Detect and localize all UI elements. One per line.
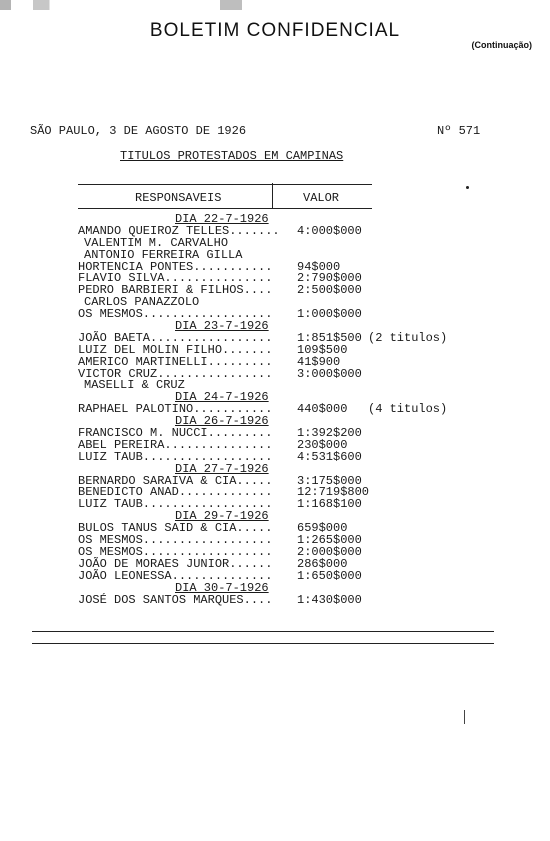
- valor-cell: 4:531$600: [297, 449, 362, 464]
- responsavel-name: LUIZ TAUB..................: [78, 497, 273, 512]
- valor-cell: 2:000$000: [297, 544, 362, 559]
- valor-cell: 1:851$500: [297, 330, 362, 345]
- valor-cell: 1:000$000: [297, 307, 362, 322]
- table-row: [0, 356, 550, 368]
- table-row: [0, 284, 550, 296]
- responsavel-name: ABEL PEREIRA...............: [78, 437, 273, 452]
- titulos-note: (4 titulos): [368, 402, 448, 417]
- date-heading: DIA 30-7-1926: [175, 580, 269, 595]
- valor-cell: 4:000$000: [297, 223, 362, 238]
- table-top-rule: [78, 184, 372, 185]
- table-row: [0, 368, 550, 380]
- table-column-divider: [272, 183, 273, 209]
- date-heading: DIA 22-7-1926: [175, 212, 269, 226]
- table-row: [0, 451, 550, 463]
- scan-speck: [466, 186, 469, 189]
- responsavel-name: BERNARDO SARAIVA & CIA.....: [78, 473, 273, 488]
- table-row: [0, 379, 550, 391]
- date-heading: DIA 26-7-1926: [175, 414, 269, 429]
- responsavel-name: AMANDO QUEIROZ TELLES.......: [78, 223, 280, 238]
- table-row: [0, 570, 550, 582]
- table-row: [0, 225, 550, 237]
- responsavel-name: PEDRO BARBIERI & FILHOS....: [78, 283, 273, 298]
- valor-cell: 41$900: [297, 354, 341, 369]
- responsavel-name: RAPHAEL PALOTINO...........: [78, 402, 273, 417]
- responsavel-name: VALENTIM M. CARVALHO: [84, 235, 229, 250]
- scan-edge-noise: [0, 0, 550, 10]
- valor-cell: 94$000: [297, 259, 341, 274]
- responsavel-name: LUIZ TAUB..................: [78, 449, 273, 464]
- responsavel-name: OS MESMOS..................: [78, 544, 273, 559]
- date-heading: DIA 24-7-1926: [175, 390, 269, 405]
- valor-cell: 1:650$000: [297, 568, 362, 583]
- table-row: [0, 594, 550, 606]
- valor-cell: 1:392$200: [297, 426, 362, 441]
- responsavel-name: VICTOR CRUZ................: [78, 366, 273, 381]
- table-row: [0, 332, 550, 344]
- responsavel-name: JOSÉ DOS SANTOS MARQUES....: [78, 592, 273, 607]
- valor-cell: 3:000$000: [297, 366, 362, 381]
- date-heading: DIA 29-7-1926: [175, 509, 269, 524]
- column-header-valor: VALOR: [303, 191, 340, 205]
- table-row: [0, 403, 550, 415]
- continuation-label: (Continuação): [471, 40, 532, 50]
- titulos-note: (2 titulos): [368, 330, 448, 345]
- table-body: [0, 213, 550, 605]
- date-heading: DIA 23-7-1926: [175, 319, 269, 334]
- valor-cell: 3:175$000: [297, 473, 362, 488]
- column-header-responsaveis: RESPONSAVEIS: [135, 191, 222, 205]
- table-row: [0, 249, 550, 261]
- responsavel-name: JOÃO DE MORAES JUNIOR......: [78, 556, 273, 571]
- valor-cell: 2:790$000: [297, 271, 362, 286]
- document-number: Nº 571: [437, 124, 481, 138]
- table-row: [0, 237, 550, 249]
- section-subtitle: TITULOS PROTESTADOS EM CAMPINAS: [120, 149, 344, 163]
- responsavel-name: JOÃO BAETA.................: [78, 330, 273, 345]
- date-heading-row: [0, 582, 550, 594]
- valor-cell: 2:500$000: [297, 283, 362, 298]
- responsavel-name: BENEDICTO ANAD.............: [78, 485, 273, 500]
- responsavel-name: AMERICO MARTINELLI.........: [78, 354, 273, 369]
- valor-cell: 659$000: [297, 521, 348, 536]
- valor-cell: 1:168$100: [297, 497, 362, 512]
- responsavel-name: OS MESMOS..................: [78, 307, 273, 322]
- valor-cell: 440$000: [297, 402, 348, 417]
- valor-cell: 1:430$000: [297, 592, 362, 607]
- responsavel-name: FLAVIO SILVA...............: [78, 271, 273, 286]
- valor-cell: 1:265$000: [297, 533, 362, 548]
- responsavel-name: JOÃO LEONESSA..............: [78, 568, 273, 583]
- bottom-rule-1: [32, 631, 494, 632]
- table-row: [0, 498, 550, 510]
- scan-mark: [464, 710, 465, 724]
- responsavel-name: BULOS TANUS SAID & CIA.....: [78, 521, 273, 536]
- place-date: SÃO PAULO, 3 DE AGOSTO DE 1926: [30, 124, 247, 138]
- valor-cell: 12:719$800: [297, 485, 370, 500]
- responsavel-name: FRANCISCO M. NUCCI.........: [78, 426, 273, 441]
- valor-cell: 230$000: [297, 437, 348, 452]
- document-title: BOLETIM CONFIDENCIAL: [149, 20, 401, 41]
- date-heading: DIA 27-7-1926: [175, 461, 269, 476]
- responsavel-name: OS MESMOS..................: [78, 533, 273, 548]
- table-row: [0, 308, 550, 320]
- responsavel-name: ANTONIO FERREIRA GILLA: [84, 247, 243, 262]
- date-heading-row: [0, 463, 550, 475]
- valor-cell: 109$500: [297, 342, 348, 357]
- responsavel-name: MASELLI & CRUZ: [84, 378, 185, 393]
- table-header-rule: [78, 208, 372, 209]
- valor-cell: 286$000: [297, 556, 348, 571]
- table-row: [0, 344, 550, 356]
- bottom-rule-2: [32, 643, 494, 644]
- responsavel-name: HORTENCIA PONTES...........: [78, 259, 273, 274]
- responsavel-name: CARLOS PANAZZOLO: [84, 295, 200, 310]
- table-row: [0, 558, 550, 570]
- responsavel-name: LUIZ DEL MOLIN FILHO.......: [78, 342, 273, 357]
